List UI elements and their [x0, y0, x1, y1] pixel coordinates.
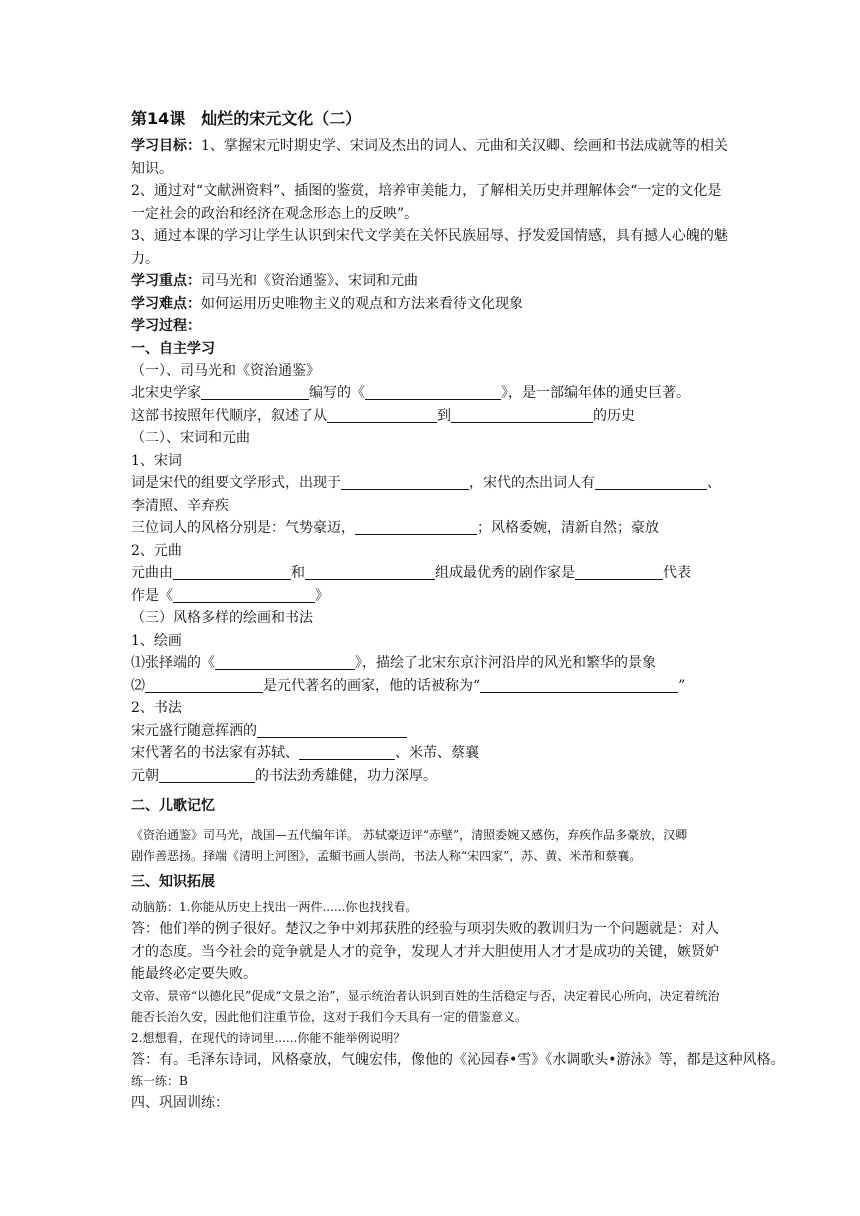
answer-blank[interactable]: [145, 677, 263, 693]
goal-1: 学习目标：1、掌握宋元时期史学、宋词及杰出的词人、元曲和关汉卿、绘画和书法成就等的相关知识。: [131, 138, 728, 177]
practice-answer: 练一练：B: [131, 1074, 188, 1088]
answer-1: 答：他们举的例子很好。楚汉之争中刘邦获胜的经验与项羽失败的教训归为一个问题就是：对人才的态度。当今社会的竞争就是人才的竞争，发现人才并大胆使用人才才是成功的关键，嫉贤妒能最终必定要失败。: [131, 921, 719, 982]
calligraphy-heading: 2、书法: [131, 700, 182, 716]
subsection-2: （二）、宋词和元曲: [131, 430, 250, 446]
answer-blank[interactable]: [327, 407, 437, 423]
answer-blank[interactable]: [215, 654, 355, 670]
answer-blank[interactable]: [575, 564, 663, 580]
section1-heading: 一、自主学习: [131, 340, 215, 357]
answer-blank[interactable]: [257, 722, 407, 738]
fill-line-painter: ⑵ 是元代著名的画家，他的话被称为“ ”: [131, 677, 686, 694]
fill-line-yuan-calligrapher: 元朝 的书法劲秀雄健，功力深厚。: [131, 767, 437, 784]
answer-blank[interactable]: [299, 744, 395, 760]
fill-line-period: 这部书按照年代顺序，叙述了从 到 的历史: [131, 407, 635, 424]
rhyme-line-2: 剧作善恶扬。择端《清明上河图》，孟頫书画人崇尚，书法人称“宋四家”，苏、黄、米芾和蔡襄。: [131, 849, 642, 863]
focus-label: 学习重点：: [131, 273, 201, 289]
question-2: 2.想想看，在现代的诗词里......你能不能举例说明？: [131, 1030, 406, 1045]
song-ci-heading: 1、宋词: [131, 452, 182, 469]
poets-line: 李清照、辛弃疾: [131, 497, 229, 514]
answer-blank[interactable]: [365, 384, 501, 400]
section2-heading: 二、儿歌记忆: [131, 798, 215, 814]
yuan-qu-heading: 2、元曲: [131, 542, 182, 559]
difficulty-label: 学习难点：: [131, 295, 201, 312]
answer-blank[interactable]: [595, 474, 707, 490]
lesson-title: 第14课 灿烂的宋元文化（二）: [131, 109, 362, 128]
worksheet-page: [131, 108, 785, 1115]
section3-heading: 三、知识拓展: [131, 874, 215, 890]
answer-blank[interactable]: [173, 564, 291, 580]
fill-line-style: 宋元盛行随意挥洒的: [131, 720, 731, 743]
answer-1-continued: 文帝、景帝“以德化民”促成“文景之治”，显示统治者认识到百姓的生活稳定与否，决定着民心所向，决定着统治能否长治久安，因此他们注重节俭，这对于我们今天具有一定的借鉴意义。: [131, 988, 720, 1024]
answer-2: 答：有。毛泽东诗词，风格豪放，气魄宏伟，像他的《沁园春•雪》《水调歌头•游泳》等，都是这种风格。: [131, 1051, 785, 1068]
answer-blank[interactable]: [173, 587, 315, 603]
section4-heading: 四、巩固训练：: [131, 1095, 229, 1111]
fill-line-zhang: ⑴张择端的《 》，描绘了北宋东京汴河沿岸的风光和繁华的景象: [131, 655, 656, 671]
fill-line-calligraphers: 宋代著名的书法家有苏轼、 、米芾、蔡襄: [131, 745, 479, 761]
answer-blank[interactable]: [201, 384, 309, 400]
answer-blank[interactable]: [480, 677, 678, 693]
subsection-3: （三）风格多样的绘画和书法: [131, 610, 313, 626]
goal-3: 3、通过本课的学习让学生认识到宋代文学美在关怀民族屈辱、抒发爱国情感，具有撼人心魄的魅力。: [131, 228, 728, 267]
answer-blank[interactable]: [341, 474, 469, 490]
rhyme-line-1: 《资治通鉴》司马光，战国—五代编年详。 苏轼豪迈评“赤壁”，清照委婉又感伤，弃疾作品多豪放，汉卿: [131, 828, 688, 842]
focus-line: 学习重点：司马光和《资治通鉴》、宋词和元曲: [131, 273, 418, 289]
fill-line-ci: 词是宋代的组要文学形式，出现于 ，宋代的杰出词人有 、: [131, 475, 721, 491]
process-label: 学习过程：: [131, 318, 201, 334]
painting-heading: 1、绘画: [131, 632, 182, 649]
fill-line-yuanqu: 元曲由 和 组成最优秀的剧作家是 代表: [131, 565, 691, 581]
difficulty-line: 学习难点：如何运用历史唯物主义的观点和方法来看待文化现象: [131, 295, 523, 312]
subsection-1: （一）、司马光和《资治通鉴》: [131, 362, 320, 379]
fill-line-sima: 北宋史学家 编写的《 》，是一部编年体的通史巨著。: [131, 385, 690, 401]
answer-blank[interactable]: [159, 767, 255, 783]
fill-line-masterpiece: 作是《 》: [131, 587, 329, 604]
goals-label: 学习目标：: [131, 138, 201, 154]
fill-line-styles: 三位词人的风格分别是：气势豪迈， ；风格委婉，清新自然；豪放: [131, 520, 659, 536]
answer-blank[interactable]: [451, 407, 593, 423]
answer-blank[interactable]: [355, 519, 477, 535]
answer-blank[interactable]: [305, 564, 435, 580]
goal-2: 2、通过对“文献洲资料”、插图的鉴赏，培养审美能力，了解相关历史并理解体会“一定的文化是一定社会的政治和经济在观念形态上的反映”。: [131, 183, 722, 222]
question-1: 动脑筋：1.你能从历史上找出一两件......你也找找看。: [131, 900, 418, 914]
